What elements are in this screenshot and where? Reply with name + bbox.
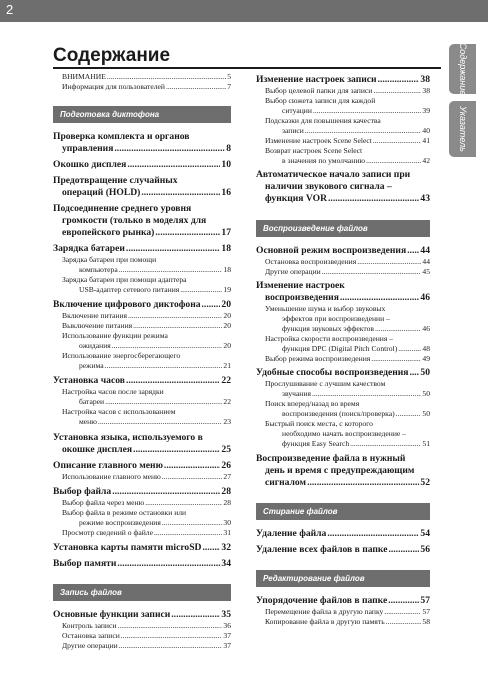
dot-leader bbox=[396, 409, 422, 419]
entry-text: звучания bbox=[282, 389, 311, 398]
page-ref: 38 bbox=[422, 86, 430, 95]
toc-subentry[interactable] bbox=[256, 267, 430, 277]
dot-leader bbox=[128, 311, 222, 321]
toc-subentry[interactable] bbox=[53, 641, 231, 651]
dot-leader bbox=[378, 74, 420, 86]
entry-text: Изменение настроек записи bbox=[256, 74, 377, 85]
toc-subentry[interactable] bbox=[53, 321, 231, 331]
entry-text: необходимо начать воспроизведение – bbox=[282, 429, 406, 438]
toc-entry[interactable] bbox=[256, 280, 430, 304]
page-ref: 44 bbox=[420, 245, 430, 256]
toc-subentry[interactable] bbox=[256, 86, 430, 96]
entry-text: окошке дисплея bbox=[62, 444, 133, 455]
dot-leader bbox=[313, 106, 421, 116]
page-ref: 23 bbox=[223, 417, 231, 426]
page-ref: 36 bbox=[223, 621, 231, 630]
page-ref: 28 bbox=[221, 486, 231, 497]
entry-text: Установка языка, используемого в bbox=[53, 432, 203, 443]
page-ref: 42 bbox=[422, 156, 430, 165]
dot-leader bbox=[107, 72, 226, 82]
entry-text: Выбор целевой папки для записи bbox=[265, 86, 373, 95]
section-header: Воспроизведение файлов bbox=[256, 220, 430, 237]
page-ref: 40 bbox=[422, 126, 430, 135]
entry-text: Удаление всех файлов в папке bbox=[256, 544, 388, 555]
toc-entry[interactable] bbox=[53, 299, 231, 311]
entry-text: Использование энергосберегающего bbox=[62, 351, 181, 360]
dot-leader bbox=[117, 558, 220, 570]
toc-subentry[interactable] bbox=[53, 528, 231, 538]
toc-entry[interactable] bbox=[256, 74, 430, 86]
entry-text: функция DPC (Digital Pitch Control) bbox=[282, 344, 398, 353]
side-tab-contents-label: Содержание bbox=[457, 42, 468, 96]
dot-leader bbox=[357, 257, 421, 267]
page-ref: 25 bbox=[221, 444, 231, 455]
dot-leader bbox=[127, 159, 220, 171]
toc-entry[interactable] bbox=[256, 245, 430, 257]
entry-text: Контроль записи bbox=[62, 621, 117, 630]
toc-subentry[interactable] bbox=[256, 617, 430, 627]
toc-subentry[interactable] bbox=[256, 607, 430, 617]
dot-leader bbox=[305, 126, 422, 136]
dot-leader bbox=[145, 498, 222, 508]
page-ref: 22 bbox=[221, 375, 231, 386]
entry-text: Зарядка батареи при помощи bbox=[62, 255, 157, 264]
entry-text: Описание главного меню bbox=[53, 460, 163, 471]
entry-text: записи bbox=[282, 126, 304, 135]
toc-subentry[interactable] bbox=[53, 498, 231, 508]
dot-leader bbox=[114, 143, 225, 155]
dot-leader bbox=[202, 542, 220, 554]
dot-leader bbox=[371, 354, 421, 364]
dot-leader bbox=[366, 156, 421, 166]
entry-text: Основной режим воспроизведения bbox=[256, 245, 407, 256]
entry-text: ВНИМАНИЕ bbox=[62, 72, 106, 81]
entry-text: воспроизведения (поиск/проверка) bbox=[282, 409, 395, 418]
dot-leader bbox=[162, 472, 223, 482]
dot-leader bbox=[328, 193, 419, 205]
entry-text: Удобные способы воспроизведения bbox=[256, 367, 409, 378]
entry-text: эффектов при воспроизведении – bbox=[282, 314, 390, 323]
dot-leader bbox=[373, 86, 421, 96]
page-ref: 37 bbox=[223, 641, 231, 650]
toc-entry[interactable] bbox=[256, 367, 430, 379]
toc-entry[interactable] bbox=[53, 486, 231, 498]
entry-text: Остановка воспроизведения bbox=[265, 257, 357, 266]
entry-text: Подсказки для повышения качества bbox=[265, 116, 381, 125]
toc-subentry[interactable] bbox=[256, 379, 430, 399]
page-ref: 32 bbox=[221, 542, 231, 553]
toc-subentry[interactable] bbox=[256, 146, 430, 166]
toc-right-column bbox=[256, 72, 430, 627]
page-ref: 41 bbox=[422, 136, 430, 145]
toc-subentry[interactable] bbox=[53, 255, 231, 275]
entry-text: Выбор файла bbox=[53, 486, 112, 497]
entry-text: Установка часов bbox=[53, 375, 125, 386]
entry-text: Изменение настроек Scene Select bbox=[265, 136, 372, 145]
dot-leader bbox=[126, 375, 220, 387]
dot-leader bbox=[350, 439, 421, 449]
dot-leader bbox=[105, 397, 222, 407]
entry-text: Остановка записи bbox=[62, 631, 120, 640]
entry-text: Настройка скорости воспроизведения – bbox=[265, 334, 394, 343]
entry-text: Упорядочение файлов в папке bbox=[256, 595, 388, 606]
page-ref: 26 bbox=[221, 460, 231, 471]
entry-text: Настройка часов после зарядки bbox=[62, 387, 164, 396]
page-ref: 43 bbox=[420, 193, 430, 204]
toc-entry[interactable] bbox=[53, 432, 231, 456]
toc-subentry[interactable] bbox=[53, 407, 231, 427]
dot-leader bbox=[388, 595, 419, 607]
dot-leader bbox=[126, 243, 220, 255]
entry-text: функция звуковых эффектов bbox=[282, 324, 374, 333]
entry-text: Перемещение файла в другую папку bbox=[265, 607, 384, 616]
dot-leader bbox=[202, 299, 221, 311]
toc-subentry[interactable] bbox=[53, 311, 231, 321]
dot-leader bbox=[166, 82, 226, 92]
toc-entry[interactable] bbox=[53, 558, 231, 570]
page-ref: 20 bbox=[223, 311, 231, 320]
toc-entry[interactable] bbox=[256, 453, 430, 489]
section-header: Подготовка диктофона bbox=[53, 106, 231, 123]
toc-subentry[interactable] bbox=[53, 275, 231, 295]
toc-left-column bbox=[53, 72, 231, 651]
dot-leader bbox=[322, 267, 422, 277]
dot-leader bbox=[409, 367, 419, 379]
toc-subentry[interactable] bbox=[256, 257, 430, 267]
entry-text: Основные функции записи bbox=[53, 609, 171, 620]
dot-leader bbox=[112, 486, 220, 498]
page-ref: 20 bbox=[221, 299, 231, 310]
entry-text: Изменение настроек bbox=[256, 280, 345, 291]
entry-text: Выключение питания bbox=[62, 321, 133, 330]
page-ref: 39 bbox=[422, 106, 430, 115]
entry-text: Использование функции режима bbox=[62, 331, 168, 340]
page-ref: 52 bbox=[420, 477, 430, 488]
toc-subentry[interactable] bbox=[53, 631, 231, 641]
entry-text: Уменьшение шума и выбор звуковых bbox=[265, 304, 386, 313]
entry-text: Включение цифрового диктофона bbox=[53, 299, 201, 310]
entry-text: Зарядка батареи при помощи адаптера bbox=[62, 275, 187, 284]
page-ref: 46 bbox=[422, 324, 430, 333]
dot-leader bbox=[112, 341, 223, 351]
page-ref: 51 bbox=[422, 439, 430, 448]
page-ref: 7 bbox=[227, 82, 231, 91]
toc-entry[interactable] bbox=[53, 131, 231, 155]
toc-entry[interactable] bbox=[53, 375, 231, 387]
page-ref: 50 bbox=[420, 367, 430, 378]
title-divider bbox=[53, 67, 441, 69]
entry-text: батареи bbox=[79, 397, 105, 406]
entry-text: в значения по умолчанию bbox=[282, 156, 366, 165]
dot-leader bbox=[312, 389, 421, 399]
entry-text: Быстрый поиск места, с которого bbox=[265, 419, 373, 428]
toc-subentry[interactable] bbox=[256, 116, 430, 136]
dot-leader bbox=[155, 227, 220, 239]
page-ref: 49 bbox=[422, 354, 430, 363]
entry-text: Настройка часов с использованием bbox=[62, 407, 176, 416]
toc-entry[interactable] bbox=[53, 175, 231, 199]
toc-subentry[interactable] bbox=[256, 96, 430, 116]
entry-text: Воспроизведение файла в нужный bbox=[256, 453, 406, 464]
page-ref: 54 bbox=[420, 528, 430, 539]
entry-text: Другие операции bbox=[62, 641, 118, 650]
entry-text: Зарядка батареи bbox=[53, 243, 125, 254]
entry-text: сигналом bbox=[265, 477, 307, 488]
toc-subentry[interactable] bbox=[256, 354, 430, 364]
page-ref: 31 bbox=[223, 528, 231, 537]
dot-leader bbox=[180, 285, 222, 295]
dot-leader bbox=[373, 136, 422, 146]
entry-text: Подсоединение среднего уровня bbox=[53, 203, 192, 214]
toc-subentry[interactable] bbox=[53, 331, 231, 351]
entry-text: европейского рынка) bbox=[62, 227, 155, 238]
dot-leader bbox=[162, 518, 223, 528]
toc-subentry[interactable] bbox=[256, 136, 430, 146]
dot-leader bbox=[398, 344, 421, 354]
dot-leader bbox=[117, 621, 222, 631]
dot-leader bbox=[171, 609, 220, 621]
page-ref: 58 bbox=[422, 617, 430, 626]
page-ref: 17 bbox=[221, 227, 231, 238]
entry-text: Другие операции bbox=[265, 267, 321, 276]
entry-text: день и время с предупреждающим bbox=[265, 465, 415, 476]
toc-subentry[interactable] bbox=[256, 399, 430, 419]
page-title: Содержание bbox=[53, 45, 171, 66]
page-ref: 20 bbox=[223, 321, 231, 330]
page-ref: 10 bbox=[221, 159, 231, 170]
toc-subentry[interactable] bbox=[256, 419, 430, 449]
entry-text: Автоматическое начало записи при bbox=[256, 169, 411, 180]
entry-text: Окошко дисплея bbox=[53, 159, 127, 170]
page-ref: 35 bbox=[221, 609, 231, 620]
toc-entry[interactable] bbox=[53, 609, 231, 621]
dot-leader bbox=[307, 477, 419, 489]
page-ref: 45 bbox=[422, 267, 430, 276]
dot-leader bbox=[375, 324, 421, 334]
section-header: Запись файлов bbox=[53, 584, 231, 601]
page-ref: 46 bbox=[420, 292, 430, 303]
page-ref: 57 bbox=[420, 595, 430, 606]
page-ref: 34 bbox=[221, 558, 231, 569]
section-header: Редактирование файлов bbox=[256, 570, 430, 587]
dot-leader bbox=[407, 245, 419, 257]
entry-text: Поиск вперед/назад во время bbox=[265, 399, 360, 408]
entry-text: Включение питания bbox=[62, 311, 128, 320]
page-ref: 57 bbox=[422, 607, 430, 616]
page-ref: 48 bbox=[422, 344, 430, 353]
entry-text: Использование главного меню bbox=[62, 472, 161, 481]
toc-entry[interactable] bbox=[256, 528, 430, 540]
entry-text: меню bbox=[79, 417, 97, 426]
entry-text: Удаление файла bbox=[256, 528, 327, 539]
dot-leader bbox=[340, 292, 420, 304]
top-bar bbox=[0, 0, 488, 22]
toc-subentry[interactable] bbox=[53, 387, 231, 407]
page-ref: 30 bbox=[223, 518, 231, 527]
page-ref: 56 bbox=[420, 544, 430, 555]
entry-text: Выбор файла в режиме остановки или bbox=[62, 508, 187, 517]
page-ref: 27 bbox=[223, 472, 231, 481]
dot-leader bbox=[98, 417, 222, 427]
side-tab-index[interactable] bbox=[449, 101, 476, 157]
page-ref: 19 bbox=[223, 285, 231, 294]
side-tab-index-label: Указатель bbox=[457, 106, 468, 152]
page-ref: 44 bbox=[422, 257, 430, 266]
entry-text: функция VOR bbox=[265, 193, 328, 204]
dot-leader bbox=[121, 631, 223, 641]
entry-text: режима bbox=[79, 361, 104, 370]
page-ref: 37 bbox=[223, 631, 231, 640]
toc-subentry[interactable] bbox=[256, 304, 430, 334]
toc-subentry[interactable] bbox=[53, 351, 231, 371]
entry-text: Проверка комплекта и органов bbox=[53, 131, 190, 142]
entry-text: Предотвращение случайных bbox=[53, 175, 178, 186]
toc-entry[interactable] bbox=[53, 243, 231, 255]
dot-leader bbox=[105, 361, 223, 371]
toc-subentry[interactable] bbox=[53, 82, 231, 92]
dot-leader bbox=[119, 641, 223, 651]
entry-text: Просмотр сведений о файле bbox=[62, 528, 153, 537]
entry-text: Установка карты памяти microSD bbox=[53, 542, 202, 553]
entry-text: Прослушивание с лучшим качеством bbox=[265, 379, 386, 388]
entry-text: режиме воспроизведения bbox=[79, 518, 161, 527]
entry-text: ситуации bbox=[282, 106, 312, 115]
entry-text: функция Easy Search bbox=[282, 439, 350, 448]
toc-entry[interactable] bbox=[256, 169, 430, 205]
page-ref: 20 bbox=[223, 341, 231, 350]
toc-entry[interactable] bbox=[53, 460, 231, 472]
dot-leader bbox=[164, 460, 220, 472]
entry-text: Выбор сюжета записи для каждой bbox=[265, 96, 376, 105]
section-header: Стирание файлов bbox=[256, 503, 430, 520]
page-ref: 18 bbox=[223, 265, 231, 274]
dot-leader bbox=[141, 187, 220, 199]
page-number: 2 bbox=[6, 2, 14, 17]
entry-text: Возврат настроек Scene Select bbox=[265, 146, 363, 155]
toc-entry[interactable] bbox=[256, 595, 430, 607]
dot-leader bbox=[133, 321, 222, 331]
page-ref: 18 bbox=[221, 243, 231, 254]
entry-text: воспроизведения bbox=[265, 292, 339, 303]
toc-subentry[interactable] bbox=[53, 472, 231, 482]
toc-entry[interactable] bbox=[256, 544, 430, 556]
page-ref: 38 bbox=[420, 74, 430, 85]
toc-subentry[interactable] bbox=[53, 621, 231, 631]
entry-text: Выбор режима воспроизведения bbox=[265, 354, 371, 363]
dot-leader bbox=[119, 265, 223, 275]
entry-text: наличии звукового сигнала – bbox=[265, 181, 392, 192]
entry-text: Выбор памяти bbox=[53, 558, 117, 569]
toc-subentry[interactable] bbox=[256, 334, 430, 354]
toc-entry[interactable] bbox=[53, 159, 231, 171]
toc-entry[interactable] bbox=[53, 203, 231, 239]
page-ref: 50 bbox=[422, 389, 430, 398]
page-ref: 28 bbox=[223, 498, 231, 507]
dot-leader bbox=[133, 444, 220, 456]
side-tab-contents[interactable] bbox=[449, 44, 476, 94]
entry-text: управления bbox=[62, 143, 114, 154]
dot-leader bbox=[386, 617, 422, 627]
toc-subentry[interactable] bbox=[53, 508, 231, 528]
dot-leader bbox=[327, 528, 419, 540]
page-ref: 8 bbox=[226, 143, 231, 154]
entry-text: операций (HOLD) bbox=[62, 187, 141, 198]
page-ref: 50 bbox=[422, 409, 430, 418]
entry-text: USB-адаптер сетевого питания bbox=[79, 285, 180, 294]
dot-leader bbox=[384, 607, 421, 617]
entry-text: Информация для пользователей bbox=[62, 82, 165, 91]
toc-entry[interactable] bbox=[53, 542, 231, 554]
entry-text: Копирование файла в другую память bbox=[265, 617, 385, 626]
page-ref: 21 bbox=[223, 361, 231, 370]
dot-leader bbox=[154, 528, 222, 538]
entry-text: ожидания bbox=[79, 341, 111, 350]
page-ref: 5 bbox=[227, 72, 231, 81]
entry-text: громкости (только в моделях для bbox=[62, 215, 207, 226]
entry-text: Выбор файла через меню bbox=[62, 498, 145, 507]
page-ref: 22 bbox=[223, 397, 231, 406]
dot-leader bbox=[388, 544, 419, 556]
toc-subentry[interactable] bbox=[53, 72, 231, 82]
entry-text: компьютера bbox=[79, 265, 118, 274]
page-ref: 16 bbox=[221, 187, 231, 198]
